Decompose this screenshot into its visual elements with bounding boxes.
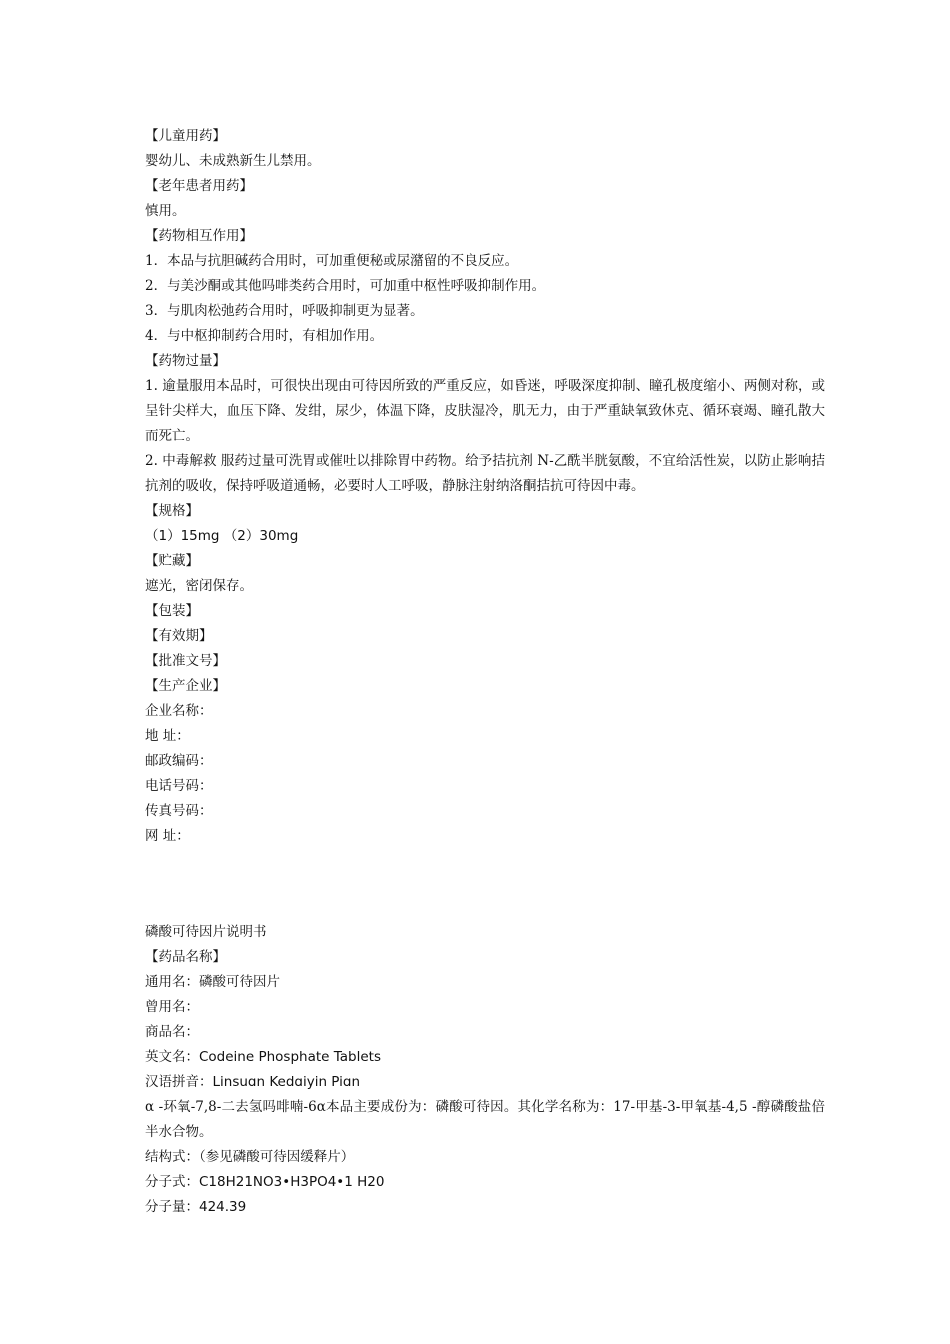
interactions-heading: 【药物相互作用】	[145, 228, 253, 244]
section-a	[145, 124, 825, 849]
package-heading: 【包装】	[145, 603, 199, 619]
phone-label: 电话号码：	[145, 778, 213, 794]
children-text: 婴幼儿、未成熟新生儿禁用。	[145, 153, 321, 169]
storage-heading: 【贮藏】	[145, 553, 199, 569]
interaction-item: 4．与中枢抑制药合用时，有相加作用。	[145, 328, 384, 344]
elderly-text: 慎用。	[145, 203, 186, 219]
document-title: 磷酸可待因片说明书	[145, 924, 267, 940]
company-name-label: 企业名称：	[145, 703, 213, 719]
overdose-paragraph-2: 2. 中毒解救 服药过量可洗胃或催吐以排除胃中药物。给予拮抗剂 N-乙酰半胱氨酸，不宜给活性炭，以防止影响拮抗剂的吸收，保持呼吸道通畅，必要时人工呼吸，静脉注射纳洛酮拮抗可待因中毒。	[145, 453, 825, 494]
english-name: 英文名：Codeine Phosphate Tablets	[145, 1049, 381, 1065]
molecular-formula: 分子式：C18H21NO3•H3PO4•1 H20	[145, 1174, 385, 1190]
interaction-item: 2．与美沙酮或其他吗啡类药合用时，可加重中枢性呼吸抑制作用。	[145, 278, 546, 294]
former-name: 曾用名：	[145, 999, 199, 1015]
pinyin-name: 汉语拼音：Linsuɑn Kedɑiyin Piɑn	[145, 1074, 361, 1090]
postcode-label: 邮政编码：	[145, 753, 213, 769]
spec-heading: 【规格】	[145, 503, 199, 519]
section-b	[145, 920, 825, 1220]
spec-text: （1）15mg （2）30mg	[145, 528, 299, 544]
address-label: 地 址：	[145, 728, 190, 744]
structure-formula: 结构式：（参见磷酸可待因缓释片）	[145, 1149, 355, 1165]
children-heading: 【儿童用药】	[145, 128, 226, 144]
storage-text: 遮光，密闭保存。	[145, 578, 253, 594]
website-label: 网 址：	[145, 828, 190, 844]
elderly-heading: 【老年患者用药】	[145, 178, 253, 194]
composition-paragraph: α -环氧-7,8-二去氢吗啡喃-6α本品主要成份为：磷酸可待因。其化学名称为：17-甲基-3-甲氧基-4,5 -醇磷酸盐倍半水合物。	[145, 1099, 825, 1140]
generic-name: 通用名：磷酸可待因片	[145, 974, 280, 990]
trade-name: 商品名：	[145, 1024, 199, 1040]
manufacturer-heading: 【生产企业】	[145, 678, 226, 694]
approval-heading: 【批准文号】	[145, 653, 226, 669]
overdose-paragraph-1: 1. 逾量服用本品时，可很快出现由可待因所致的严重反应，如昏迷，呼吸深度抑制、瞳孔极度缩小、两侧对称，或呈针尖样大，血压下降、发绀，尿少，体温下降，皮肤湿冷，肌无力，由于严重缺氧致休克、循环衰竭、瞳孔散大而死亡。	[145, 378, 825, 444]
overdose-heading: 【药物过量】	[145, 353, 226, 369]
interaction-item: 3．与肌肉松弛药合用时，呼吸抑制更为显著。	[145, 303, 424, 319]
drug-name-heading: 【药品名称】	[145, 949, 226, 965]
molecular-weight: 分子量：424.39	[145, 1199, 247, 1215]
fax-label: 传真号码：	[145, 803, 213, 819]
validity-heading: 【有效期】	[145, 628, 213, 644]
interaction-item: 1．本品与抗胆碱药合用时，可加重便秘或尿潴留的不良反应。	[145, 253, 519, 269]
